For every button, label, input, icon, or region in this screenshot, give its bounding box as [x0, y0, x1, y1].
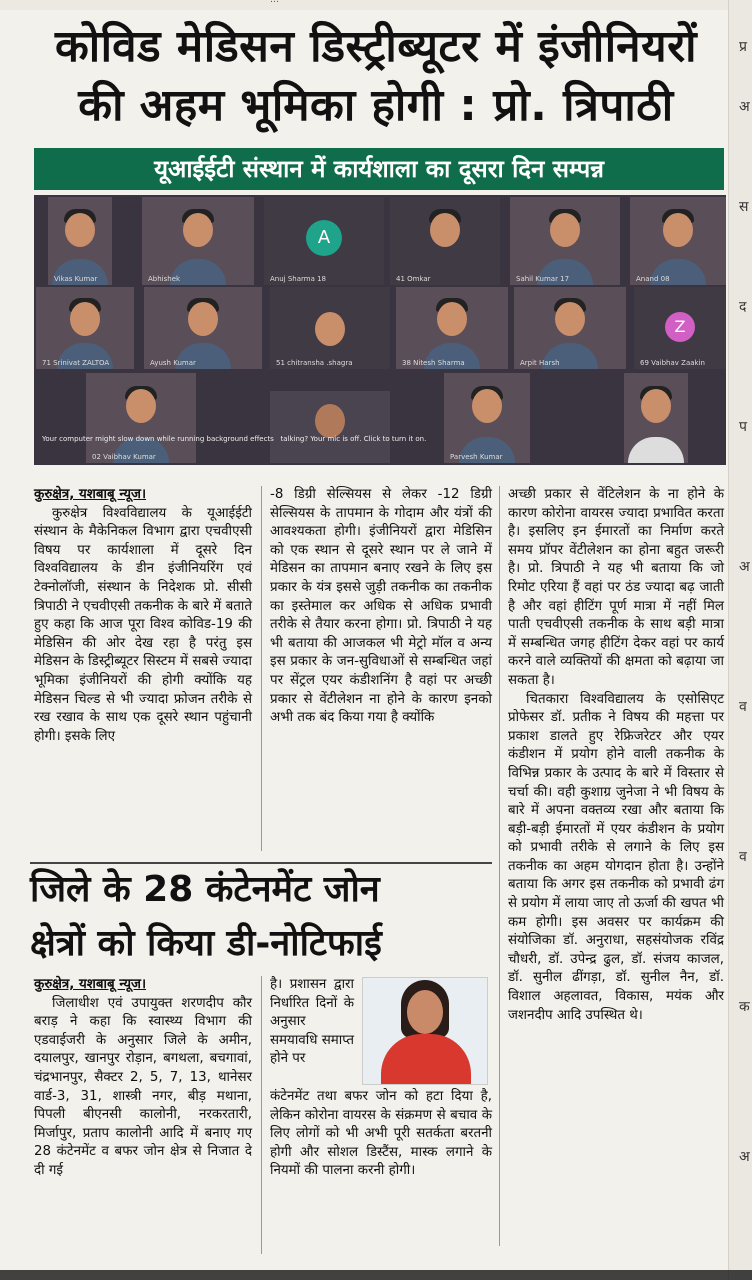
participant-tile: Abhishek: [142, 197, 254, 285]
article1-col3-para1: अच्छी प्रकार से वेंटिलेशन के ना होने के कारण कोरोना वायरस ज्यादा प्रभावित करता है। इसलिए इन ईमारतों का निर्माण करते समय प्रॉपर वेंटीलेशन का होना बहुत जरूरी है। प्रो. त्रिपाठी ने यह भी बताया कि जो रिमोट एरिया हैं वहां पर ठंड ज्यादा बढ़ जाती है और वहां हीटिंग पूर्ण मात्रा में नहीं मिल पाती एचवीएसी तकनीक के साथ बड़ी मात्रा में सम्बन्धित जगह हीटिंग देकर वहां पर कार्य करने वाले व्यक्तियों की क्षमता को बढ़ाया जा सकता है।: [508, 487, 724, 688]
column-divider: [261, 976, 262, 1254]
participant-tile: Anand 08: [630, 197, 726, 285]
participant-tile: Parvesh Kumar: [444, 373, 530, 463]
article1-column1: [34, 486, 252, 746]
next-article-strip: [0, 1270, 752, 1280]
official-portrait-photo: [362, 977, 488, 1085]
participant-tile: 38 Nitesh Sharma: [396, 287, 508, 369]
participant-tile: [270, 391, 390, 463]
main-headline-line1: कोविड मेडिसन डिस्ट्रीब्यूटर में इंजीनियरों: [54, 21, 698, 72]
participant-tile: A Anuj Sharma 18: [264, 197, 384, 285]
previous-article-strip: …: [0, 0, 752, 10]
video-call-photo: [34, 195, 726, 465]
article2-col2-top-text: है। प्रशासन द्वारा निर्धारित दिनों के अनुसार समयावधि समाप्त होने पर: [270, 977, 354, 1067]
avatar: A: [306, 220, 342, 256]
article2-headline-line1: जिले के 28 कंटेनमेंट जोन: [30, 869, 380, 910]
article1-column2: [270, 486, 492, 728]
article2-col2-bottom-text: कंटेनमेंट तथा बफर जोन को हटा दिया है, लेकिन कोरोना वायरस के संक्रमण से बचाव के लिए लोगों को भी अभी पूरी सतर्कता बरतनी होगी और सोशल डिस्टैंस, मास्क लगाने के नियमों की पालना करनी होगी।: [270, 1089, 492, 1179]
article1-column3: [508, 486, 724, 1025]
article2-column1: [34, 976, 252, 1181]
participant-tile: 02 Vaibhav Kumar: [86, 373, 196, 463]
participant-tile: 29 Ishan Jain: [624, 373, 688, 463]
article2-column2-top: [270, 976, 354, 1069]
participant-tile: 71 Srinivat ZALTOA: [36, 287, 134, 369]
participant-tile: Arpit Harsh: [514, 287, 626, 369]
participant-tile: 41 Omkar: [390, 197, 500, 285]
byline: कुरुक्षेत्र, यशबाबू न्यूज।: [34, 977, 147, 992]
main-headline-line2: की अहम भूमिका होगी : प्रो. त्रिपाठी: [78, 80, 674, 131]
subheadline-bar: यूआईईटी संस्थान में कार्यशाला का दूसरा दिन सम्पन्न: [34, 148, 724, 190]
adjacent-column-edge: प्र अ स द प अ व व क अ: [728, 0, 752, 1280]
article2-column2-bottom: [270, 1088, 492, 1181]
article1-col2-text: -8 डिग्री सेल्सियस से लेकर -12 डिग्री सेल्सियस के तापमान के गोदाम और यंत्रों की आवश्यकता होगी। इंजीनियरों द्वारा मेडिसिन को एक स्थान से दूसरे स्थान पर ले जाने में मेडिसन का तापमान बनाए रखने के लिए इस प्रकार के यंत्र इससे जुड़ी तकनीक का तकनीक का इस्तेमाल कर अधिक से अधिक प्रभावी तरीके से तैयार करना होगा। प्रो. त्रिपाठी ने यह भी बताया की आजकल भी मेट्रो मॉल व अन्य इस प्रकार के जन-सुविधाओं से सम्बन्धित जहां पर सेंट्रल एयर कंडीशनिंग है वहां पर अच्छी प्रकार से वेंटीलेशन ना होने के कारण इनको अभी तक बंद किया गया है क्योंकि: [270, 487, 492, 726]
avatar: Z: [665, 312, 695, 342]
byline: कुरुक्षेत्र, यशबाबू न्यूज।: [34, 487, 147, 502]
participant-tile: Sahil Kumar 17: [510, 197, 620, 285]
participant-tile: Z 69 Vaibhav Zaakin: [634, 287, 726, 369]
article2-col1-text: जिलाधीश एवं उपायुक्त शरणदीप कौर बराड़ ने कहा कि स्वास्थ्य विभाग की एडवाईजरी के अनुसार जिले के अमीन, दयालपुर, खानपुर रोड़ान, बगथला, बचगावां, चंद्रभानपुर, सैक्टर 2, 5, 7, 13, थानेसर वार्ड-3, 31, शास्त्री नगर, बीड़ मथाना, पिपली बीएनसी कालोनी, नरकरतारी, मिर्जापुर, प्रताप कालोनी आदि में बनाए गए 28 कंटेनमेंट व बफर जोन क्षेत्र से निजात दे दी गई: [34, 995, 252, 1178]
article2-headline-line2: क्षेत्रों को किया डी-नोटिफाई: [30, 923, 382, 964]
participant-tile: Ayush Kumar: [144, 287, 262, 369]
background-effects-warning: Your computer might slow down while running background effects talking? Your mic is off. Click to turn it on.: [42, 435, 427, 443]
participant-tile: Vikas Kumar: [48, 197, 112, 285]
column-divider: [261, 486, 262, 851]
article1-col3-para2: चितकारा विश्वविद्यालय के एसोसिएट प्रोफेसर डॉ. प्रतीक ने विषय की महत्ता पर प्रकाश डालते हुए रेफ्रिजरेटर और एयर कंडीशन में प्रयोग होने वाली तकनीक के विभिन्न प्रकार के उत्पाद के बारे में विस्तार से चर्चा की। वही कुशाग्र जुनेजा ने भी विषय के बारे में अपना वक्तव्य रखा और बताया कि बड़ी-बड़ी ईमारतों में एयर कंडीशन के प्रयोग को प्रभावी तरीके से लगाने के लिए इस तकनीक का अहम योगदान होता है। उन्होंने बताया कि अगर इस तकनीक को प्रभावी ढंग से प्रयोग में लाया जाए तो ऊर्जा की खपत भी कम होगी। इस अवसर पर कार्यक्रम की संयोजिका डॉ. अनुराधा, सहसंयोजक रविंद्र चौधरी, डॉ. उपेन्द्र ढुल, डॉ. संजय काजल, डॉ. सुनील ढींगड़ा, डॉ. सुनील नैन, डॉ. विशाल अहलावत, विकास, मयंक और जशनदीप आदि उपस्थित थे।: [508, 691, 724, 1023]
column-divider: [499, 486, 500, 1246]
article1-col1-text: कुरुक्षेत्र विश्वविद्यालय के यूआईईटी संस्थान के मैकेनिकल विभाग द्वारा एचवीएसी विषय पर कार्यशाला में दूसरे दिन विश्वविद्यालय के डीन इंजीनियरिंग एवं टेक्नोलॉजी, संस्थान के निदेशक प्रो. सीसी त्रिपाठी ने एचवीएसी तकनीक के बारे में बताते हुए कहा कि आज पूरा विश्व कोविड-19 की मेडिसिन की ओर देख रहा है परंतु इस मेडिसन के डिस्ट्रीब्यूटर सिस्टम में सबसे ज्यादा भूमिका इंजीनियरों की होगी क्योंकि यह मेडिसन चिल्ड से भी ज्यादा फ्रोजन तरीके से रख रखाव के साथ एक दूसरे स्थान पहुंचानी होगी। इसके लिए: [34, 505, 252, 744]
participant-tile: 51 chitransha .shagra: [270, 287, 390, 369]
